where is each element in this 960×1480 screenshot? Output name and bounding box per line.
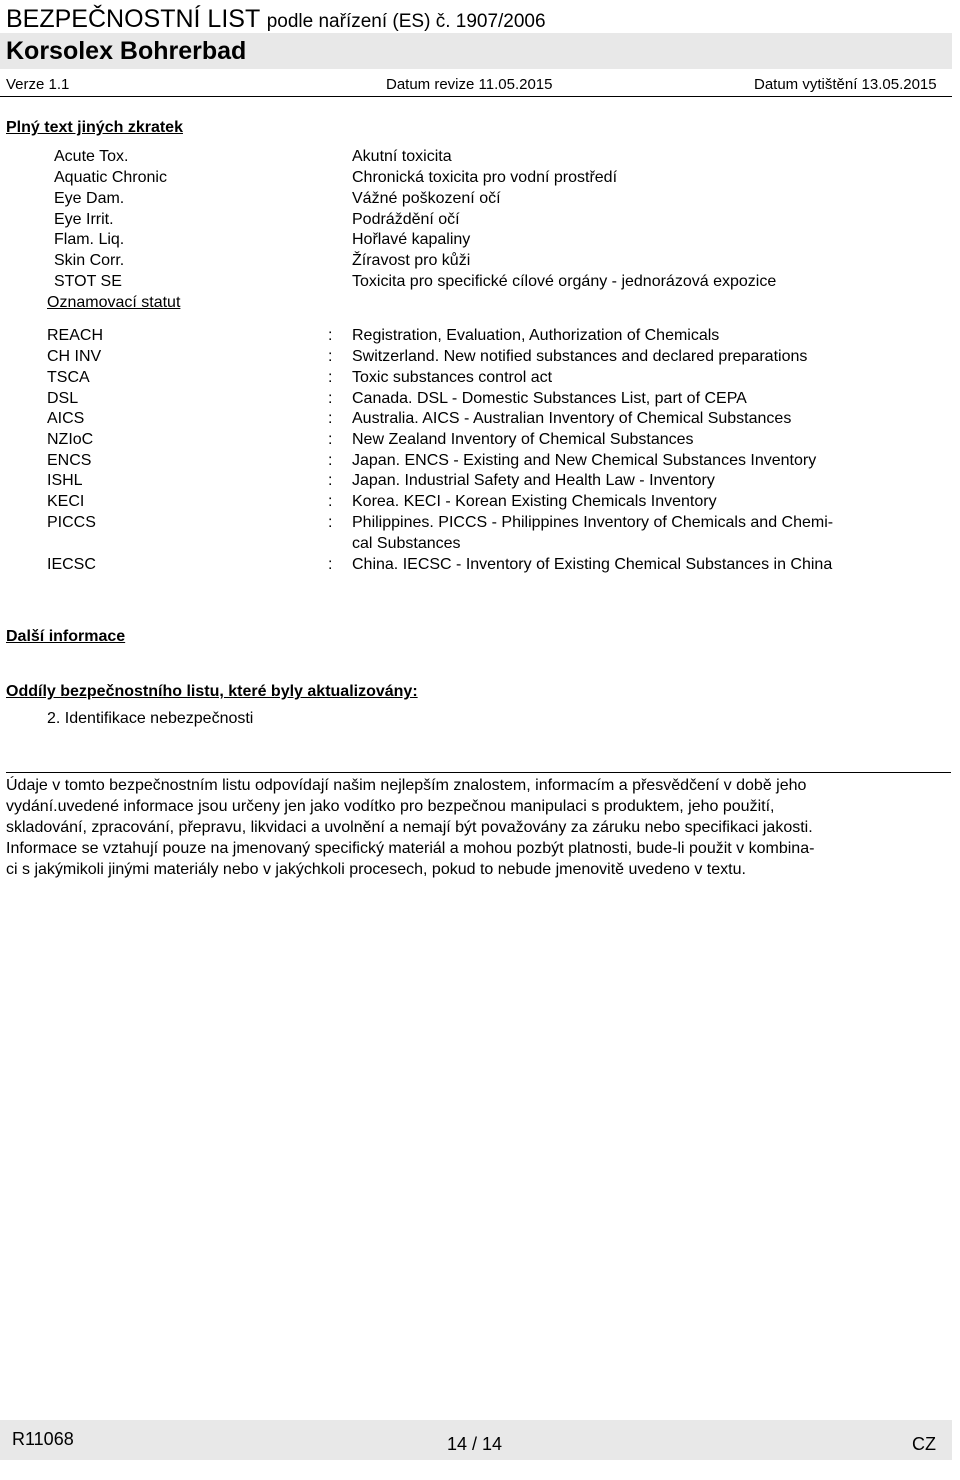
notification-heading: Oznamovací statut [47, 294, 181, 311]
separator: : [328, 493, 333, 510]
inventory-code: IECSC [47, 556, 96, 573]
inventory-description: New Zealand Inventory of Chemical Substances [352, 431, 694, 448]
inventory-code: KECI [47, 493, 85, 510]
abbr-code: Flam. Liq. [54, 231, 125, 248]
inventory-code: ISHL [47, 472, 83, 489]
separator: : [328, 390, 333, 407]
inventory-description: Toxic substances control act [352, 369, 553, 386]
separator: : [328, 348, 333, 365]
revision-date: Datum revize 11.05.2015 [386, 76, 553, 93]
version-text: Verze 1.1 [6, 76, 70, 93]
inventory-description: Japan. Industrial Safety and Health Law - Inventory [352, 472, 715, 489]
abbr-meaning: Podráždění očí [352, 211, 460, 228]
page-footer [0, 1420, 952, 1460]
abbr-meaning: Chronická toxicita pro vodní prostředí [352, 169, 618, 186]
separator: : [328, 472, 333, 489]
further-info-heading: Další informace [6, 628, 126, 645]
abbreviations-heading: Plný text jiných zkratek [6, 119, 183, 136]
abbr-meaning: Toxicita pro specifické cílové orgány - jednorázová expozice [352, 273, 777, 290]
separator: : [328, 369, 333, 386]
separator: : [328, 327, 333, 344]
abbr-code: Acute Tox. [54, 148, 129, 165]
abbr-meaning: Žíravost pro kůži [352, 252, 471, 269]
inventory-code: REACH [47, 327, 104, 344]
abbr-code: Eye Irrit. [54, 211, 114, 228]
product-name: Korsolex Bohrerbad [0, 33, 952, 69]
inventory-code: CH INV [47, 348, 102, 365]
language-code: CZ [912, 1434, 936, 1454]
abbr-code: Skin Corr. [54, 252, 125, 269]
abbr-meaning: Hořlavé kapaliny [352, 231, 471, 248]
inventory-description: Australia. AICS - Australian Inventory of Chemical Substances [352, 410, 792, 427]
page-number: 14 / 14 [447, 1434, 503, 1454]
separator: : [328, 514, 333, 531]
inventory-code: ENCS [47, 452, 92, 469]
inventory-description: Philippines. PICCS - Philippines Inventory of Chemicals and Chemi- [352, 514, 834, 531]
disclaimer [6, 775, 946, 880]
disclaimer-line: Údaje v tomto bezpečnostním listu odpovídají našim nejlepším znalostem, informacím a přesvědčení v době jeho [6, 777, 807, 794]
inventory-description: Japan. ENCS - Existing and New Chemical Substances Inventory [352, 452, 817, 469]
updated-section-item: 2. Identifikace nebezpečnosti [47, 710, 254, 727]
abbr-code: Eye Dam. [54, 190, 125, 207]
separator: : [328, 556, 333, 573]
inventory-description: Registration, Evaluation, Authorization of Chemicals [352, 327, 720, 344]
inventory-code: TSCA [47, 369, 90, 386]
separator: : [328, 431, 333, 448]
disclaimer-line: ci s jakýmikoli jinými materiály nebo v jakýchkoli procesech, pokud to nebude jmenovitě uvedeno v textu. [6, 861, 746, 878]
inventory-code: NZIoC [47, 431, 94, 448]
abbr-meaning: Akutní toxicita [352, 148, 452, 165]
inventory-code: AICS [47, 410, 85, 427]
abbr-meaning: Vážné poškození očí [352, 190, 501, 207]
abbr-code: Aquatic Chronic [54, 169, 167, 186]
disclaimer-rule [6, 772, 951, 773]
inventory-code: PICCS [47, 514, 96, 531]
document-title-text: BEZPEČNOSTNÍ LIST [6, 5, 260, 33]
disclaimer-line: skladování, zpracování, přepravu, likvidaci a uvolnění a nemají být považovány za záruku nebo specifikaci jakosti. [6, 819, 813, 836]
inventory-description: China. IECSC - Inventory of Existing Chemical Substances in China [352, 556, 833, 573]
disclaimer-line: vydání.uvedené informace jsou určeny jen jako vodítko pro bezpečnou manipulaci s produktem, jeho použití, [6, 798, 775, 815]
separator: : [328, 410, 333, 427]
regulation-text: podle nařízení (ES) č. 1907/2006 [266, 11, 546, 32]
separator: : [328, 452, 333, 469]
print-date: Datum vytištění 13.05.2015 [754, 76, 937, 93]
inventory-description: Canada. DSL - Domestic Substances List, part of CEPA [352, 390, 747, 407]
document-id: R11068 [12, 1429, 74, 1449]
inventory-description: Switzerland. New notified substances and declared preparations [352, 348, 808, 365]
inventory-code: DSL [47, 390, 79, 407]
header-meta [0, 74, 952, 97]
updated-sections-heading: Oddíly bezpečnostního listu, které byly aktualizovány: [6, 683, 418, 700]
inventory-description-continued: cal Substances [352, 535, 461, 552]
disclaimer-line: Informace se vztahují pouze na jmenovaný specifický materiál a mohou pozbýt platnosti, bude-li použit v kombina- [6, 840, 815, 857]
abbr-code: STOT SE [54, 273, 122, 290]
inventory-description: Korea. KECI - Korean Existing Chemicals Inventory [352, 493, 717, 510]
